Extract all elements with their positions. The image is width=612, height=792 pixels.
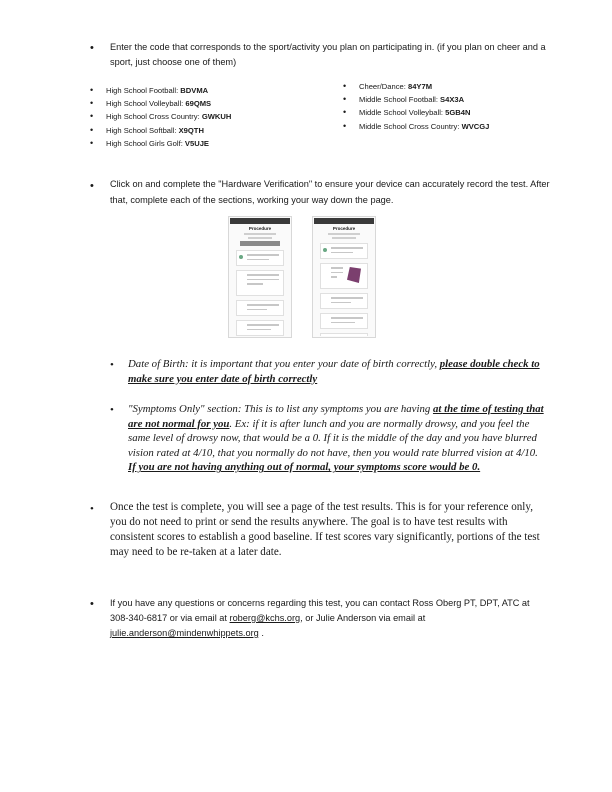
sport-label: Middle School Volleyball: xyxy=(359,108,446,118)
sport-code-item xyxy=(90,84,231,97)
date-of-birth-note xyxy=(128,357,548,386)
sport-code: WVCGJ xyxy=(461,121,490,131)
sport-code-item xyxy=(343,120,489,133)
phone-title: Procedure xyxy=(332,226,356,231)
bullet-marker: • xyxy=(90,42,94,54)
sport-code: GWKUH xyxy=(201,112,232,122)
bullet-marker: • xyxy=(90,598,94,610)
sport-code-item xyxy=(343,106,489,119)
phone-screenshot-left xyxy=(228,216,292,338)
phone-title: Procedure xyxy=(248,226,272,231)
sport-code: S4X3A xyxy=(440,95,465,105)
sport-label: High School Girls Golf: xyxy=(106,138,185,148)
sport-code: 69QMS xyxy=(185,99,212,109)
symptoms-emphasis-1: at the time of testing that are not normal for you xyxy=(128,403,544,430)
bullet-marker: • xyxy=(110,404,114,416)
sport-code: BDVMA xyxy=(180,86,209,95)
symptoms-note xyxy=(128,402,548,475)
bullet-marker: • xyxy=(90,180,94,192)
sport-label: Middle School Football: xyxy=(359,95,441,105)
sport-label: Middle School Cross Country: xyxy=(359,121,462,131)
sport-code: X9QTH xyxy=(178,125,204,135)
contact-text-2: , or Julie Anderson via email at xyxy=(300,613,426,623)
codes-list-right xyxy=(343,80,489,133)
sport-code-item xyxy=(90,97,231,110)
brain-map-icon xyxy=(347,267,361,283)
dob-text: Date of Birth: it is important that you enter your date of birth correctly, xyxy=(128,358,440,370)
sport-code-item xyxy=(343,80,489,93)
sport-code-item xyxy=(90,124,231,137)
email-link-ross[interactable]: roberg@kchs.org xyxy=(229,613,301,623)
bullet-marker: • xyxy=(110,359,114,371)
sport-label: Cheer/Dance: xyxy=(359,82,408,91)
sport-code-instructions: Enter the code that corresponds to the sport/activity you plan on participating in. (if you plan on cheer and a sport, just choose one of them) xyxy=(110,42,546,67)
dob-emphasis: please double check to make sure you enter date of birth correctly xyxy=(128,358,540,385)
contact-info xyxy=(110,596,550,641)
sport-label: High School Volleyball: xyxy=(106,99,186,109)
test-results-note: Once the test is complete, you will see a page of the test results. This is for your reference only, you do not need to print or send the results anywhere. The goal is to have test results with consistent scores to establish a good baseline. If test scores vary significantly, portions of the test may need to be re-taken at a later date. xyxy=(110,501,540,558)
sport-code: 5GB4N xyxy=(445,108,471,118)
sport-code-item xyxy=(343,93,489,106)
hardware-verification-instructions: Click on and complete the "Hardware Verification" to ensure your device can accurately record the test. After that, complete each of the sections, working your way down the page. xyxy=(110,179,550,205)
sport-label: High School Softball: xyxy=(106,125,179,135)
contact-text-3: . xyxy=(258,628,264,638)
sport-label: High School Football: xyxy=(106,86,181,95)
email-link-julie[interactable]: julie.anderson@mindenwhippets.org xyxy=(110,628,259,638)
sport-code-item xyxy=(90,137,231,150)
sport-code-item xyxy=(90,110,231,123)
symptoms-lead: "Symptoms Only" section: This is to list any symptoms you are having xyxy=(128,403,433,415)
symptoms-emphasis-2: If you are not having anything out of normal, your symptoms score would be 0. xyxy=(128,461,481,474)
codes-list-left xyxy=(90,84,231,150)
symptoms-middle: . Ex: if it is after lunch and you are normally drowsy, and you feel the same level of drowsy now, that would be a 0. If it is the middle of the day and you have blurred vision rated at 4/10, that you normally do not have, then you would rate blurred vision at 4/10. xyxy=(128,417,538,459)
sport-code: V5UJE xyxy=(184,138,209,148)
sport-code: 84Y7M xyxy=(407,82,433,91)
phone-screenshot-right xyxy=(312,216,376,338)
sport-label: High School Cross Country: xyxy=(106,112,202,122)
contact-text-1: If you have any questions or concerns regarding this test, you can contact Ross Oberg PT, DPT, ATC at 308-340-6817 or via email at xyxy=(110,598,530,623)
bullet-marker: • xyxy=(90,503,94,515)
